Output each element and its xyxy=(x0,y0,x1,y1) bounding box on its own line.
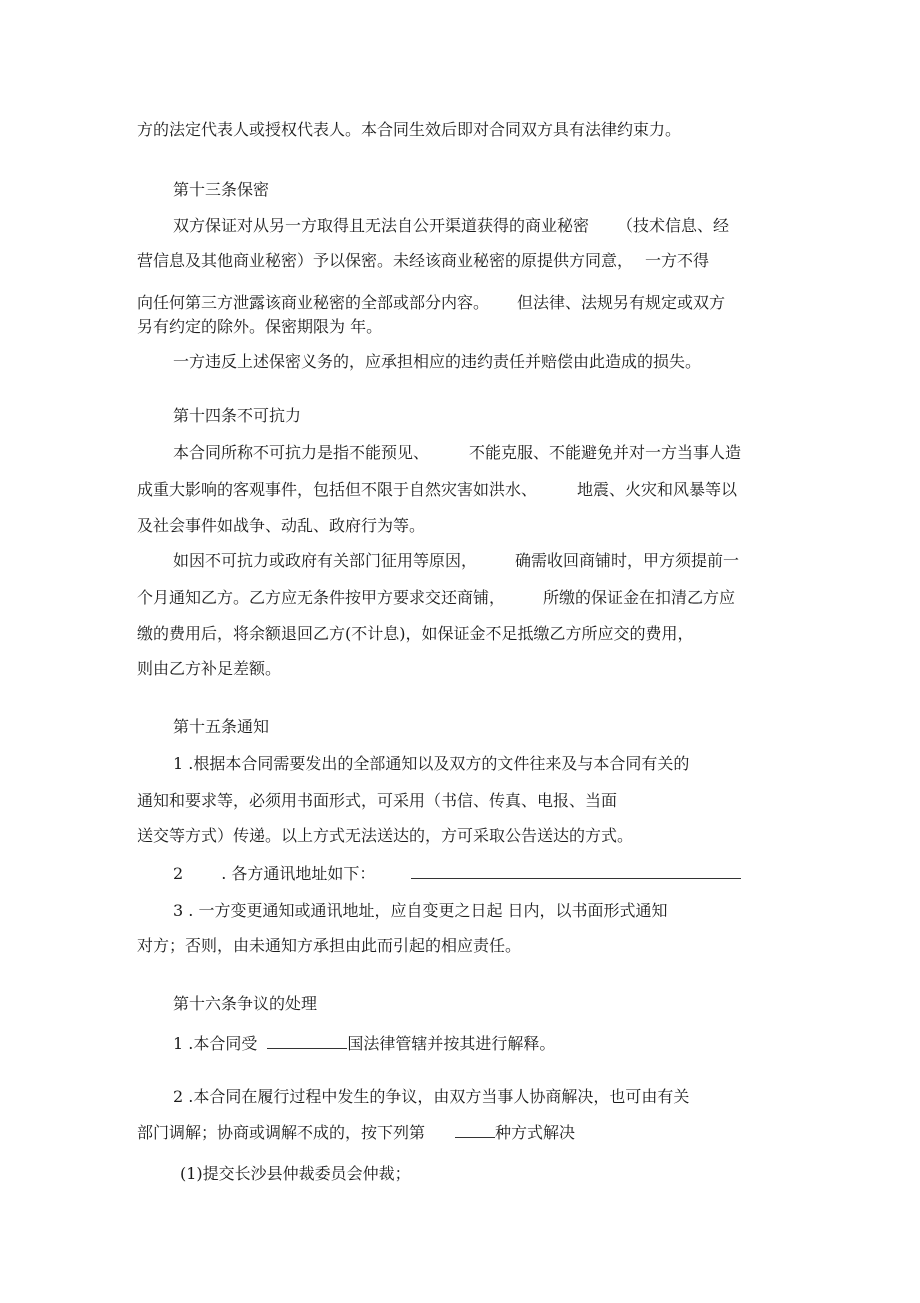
address-blank-line xyxy=(411,864,741,879)
article-16-item-1 xyxy=(173,1034,555,1054)
text-segment: 地震、火灾和风暴等以 xyxy=(577,480,738,499)
text-segment: 种方式解决 xyxy=(495,1123,576,1142)
article-15-item-3-line-1: 3 . 一方变更通知或通讯地址，应自变更之日起 日内，以书面形式通知 xyxy=(173,901,668,920)
article-13-para-1-line-2 xyxy=(137,251,709,271)
text-segment: 所缴的保证金在扣清乙方应 xyxy=(543,588,736,607)
article-14-para-2-line-1 xyxy=(173,551,739,571)
text-segment: 成重大影响的客观事件，包括但不限于自然灾害如洪水、 xyxy=(137,480,538,499)
article-15-item-2 xyxy=(173,864,741,884)
article-14-para-2-line-3: 缴的费用后，将余额退回乙方(不计息)，如保证金不足抵缴乙方所应交的费用， xyxy=(137,624,694,643)
article-16-item-2-line-2 xyxy=(137,1123,575,1143)
article-16-heading: 第十六条争议的处理 xyxy=(173,994,318,1013)
text-segment: 1 .本合同受 xyxy=(173,1034,258,1053)
text-segment: 部门调解；协商或调解不成的，按下列第 xyxy=(137,1123,426,1142)
article-14-para-2-line-2 xyxy=(137,588,735,608)
article-15-item-1-line-2: 通知和要求等，必须用书面形式，可采用（书信、传真、电报、当面 xyxy=(137,791,618,810)
intro-line-1: 方的法定代表人或授权代表人。本合同生效后即对合同双方具有法律约束力。 xyxy=(137,120,682,139)
article-15-item-1-line-3: 送交等方式）传递。以上方式无法送达的，方可采取公告送达的方式。 xyxy=(137,826,634,845)
text-segment: . 各方通讯地址如下： xyxy=(221,864,376,883)
text-segment: 确需收回商铺时，甲方须提前一 xyxy=(515,551,740,570)
article-13-para-2-line-1: 一方违反上述保密义务的，应承担相应的违约责任并赔偿由此造成的损失。 xyxy=(173,352,702,371)
text-segment: 向任何第三方泄露该商业秘密的全部或部分内容。 xyxy=(137,293,490,312)
article-16-option-1: (1)提交长沙县仲裁委员会仲裁； xyxy=(180,1164,411,1183)
text-segment: 但法律、法规另有规定或双方 xyxy=(517,293,726,312)
article-13-para-1-line-4: 另有约定的除外。保密期限为 年。 xyxy=(137,317,383,336)
article-14-para-1-line-1 xyxy=(173,443,741,463)
article-14-para-2-line-4: 则由乙方补足差额。 xyxy=(137,659,282,678)
text-segment: 双方保证对从另一方取得且无法自公开渠道获得的商业秘密 xyxy=(173,216,590,235)
text-segment: 如因不可抗力或政府有关部门征用等原因， xyxy=(173,551,478,570)
article-16-item-2-line-1: 2 .本合同在履行过程中发生的争议，由双方当事人协商解决，也可由有关 xyxy=(173,1087,690,1106)
item-number: 2 xyxy=(173,864,184,883)
article-13-para-1-line-3 xyxy=(137,293,725,313)
article-13-heading: 第十三条保密 xyxy=(173,180,270,199)
article-14-para-1-line-2 xyxy=(137,480,737,500)
article-15-item-1-line-1: 1 .根据本合同需要发出的全部通知以及双方的文件往来及与本合同有关的 xyxy=(173,754,690,773)
dispute-method-blank-line xyxy=(455,1123,495,1138)
text-segment: 营信息及其他商业秘密）予以保密。未经该商业秘密的原提供方同意， xyxy=(137,251,634,270)
text-segment: 不能克服、不能避免并对一方当事人造 xyxy=(469,443,742,462)
text-segment: 国法律管辖并按其进行解释。 xyxy=(347,1034,556,1053)
text-segment: 个月通知乙方。乙方应无条件按甲方要求交还商铺， xyxy=(137,588,506,607)
text-segment: 本合同所称不可抗力是指不能预见、 xyxy=(173,443,430,462)
text-segment: 一方不得 xyxy=(645,251,710,270)
text-segment: （技术信息、经 xyxy=(617,216,730,235)
governing-law-blank-line xyxy=(267,1034,347,1049)
article-14-heading: 第十四条不可抗力 xyxy=(173,406,302,425)
article-15-heading: 第十五条通知 xyxy=(173,717,270,736)
article-14-para-1-line-3: 及社会事件如战争、动乱、政府行为等。 xyxy=(137,516,426,535)
article-13-para-1-line-1 xyxy=(173,216,729,236)
article-15-item-3-line-2: 对方；否则，由未通知方承担由此而引起的相应责任。 xyxy=(137,936,522,955)
